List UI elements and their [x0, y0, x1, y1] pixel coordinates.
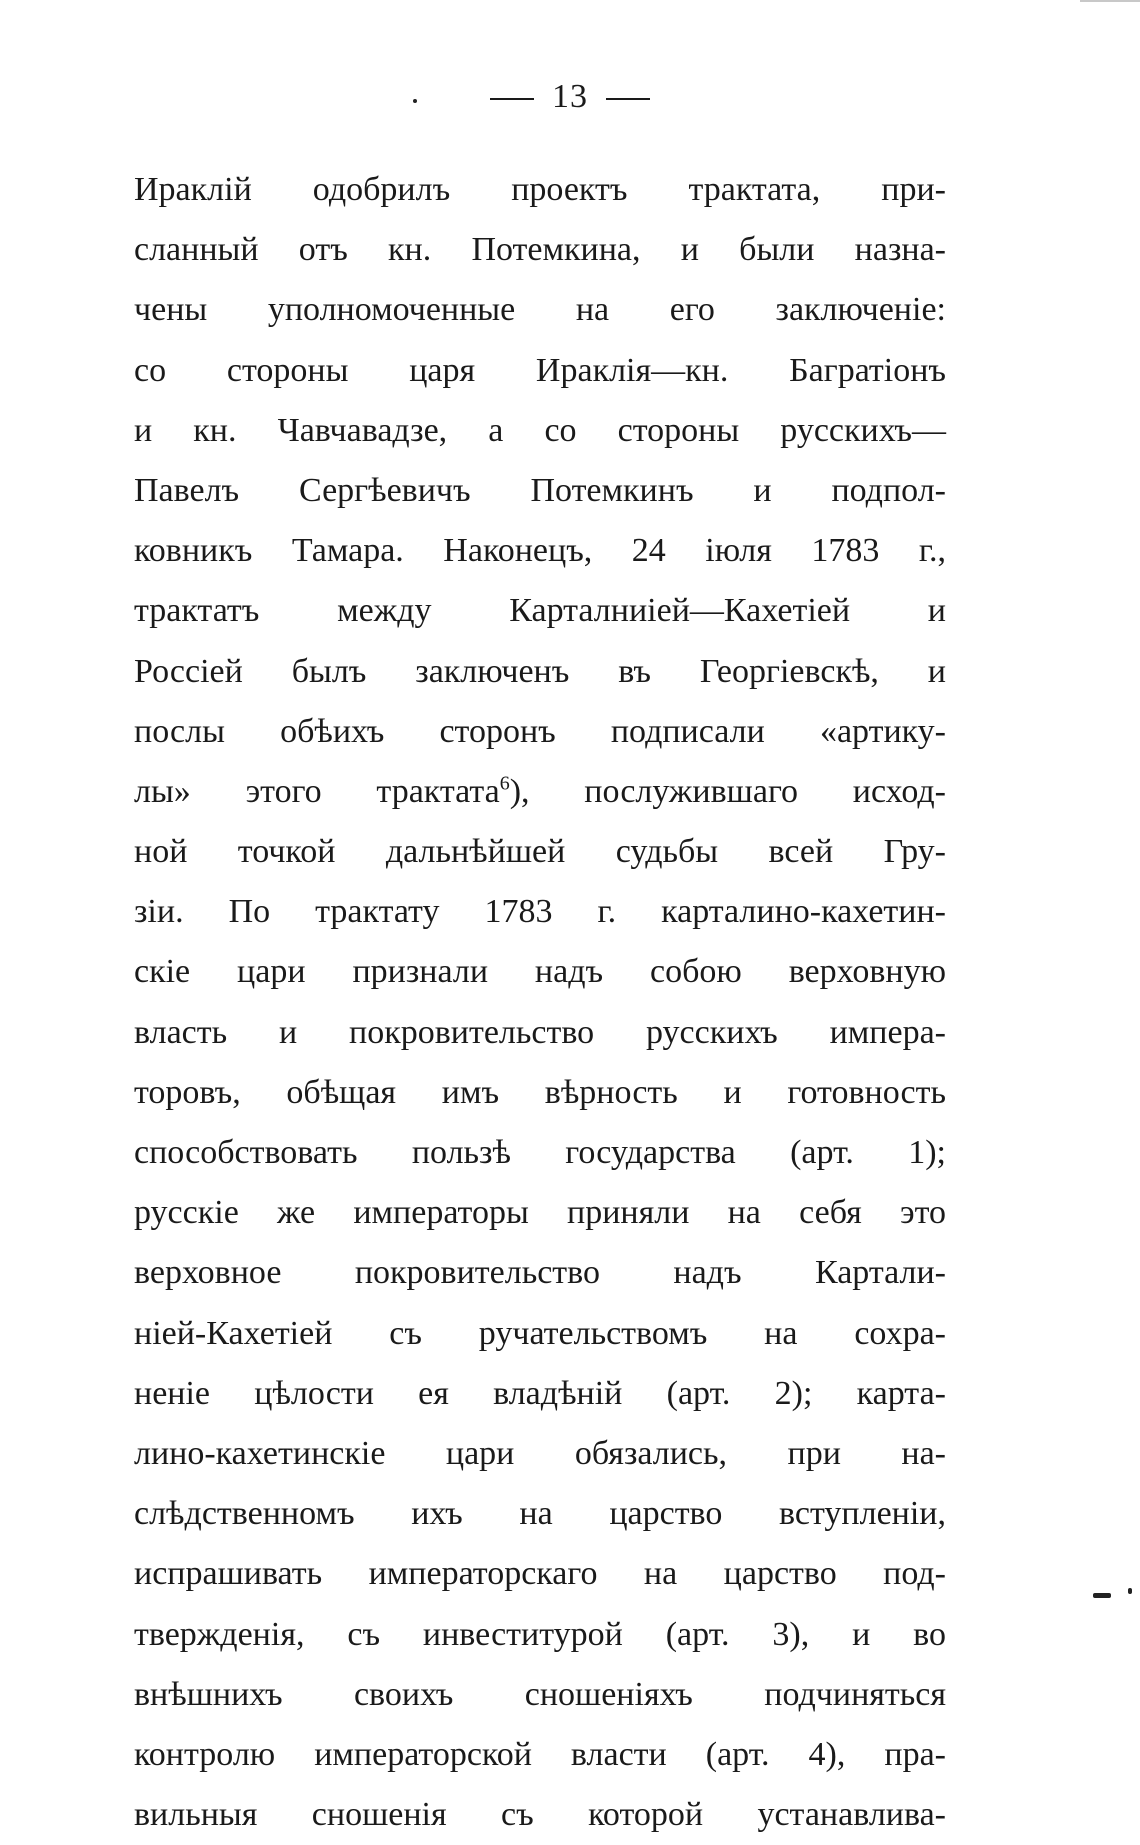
scan-speck — [413, 99, 417, 103]
text-line: испрашивать императорскаго на царство под- — [134, 1555, 946, 1593]
scan-edge-line — [1080, 0, 1140, 2]
body-text — [134, 160, 946, 1845]
text-line: ніей-Кахетіей съ ручательствомъ на сохра- — [134, 1314, 946, 1352]
footnote-marker: 6 — [499, 772, 510, 795]
text-line: послы обѣихъ сторонъ подписали «артику- — [134, 712, 946, 750]
text-line: власть и покровительство русскихъ импера- — [134, 1013, 946, 1051]
text-line: сланный отъ кн. Потемкина, и были назна- — [134, 231, 946, 269]
text-line: со стороны царя Ираклія—кн. Багратіонъ — [134, 351, 946, 389]
text-line: верховное покровительство надъ Картали- — [134, 1254, 946, 1292]
text-line: неніе цѣлости ея владѣній (арт. 2); карта- — [134, 1374, 946, 1412]
text-line-with-footnote — [134, 762, 946, 822]
text-line: ковникъ Тамара. Наконецъ, 24 іюля 1783 г., — [134, 532, 946, 570]
text-line: Ираклій одобрилъ проектъ трактата, при- — [134, 171, 946, 208]
scan-speck — [1093, 1593, 1111, 1598]
page-number — [0, 78, 1140, 116]
text-line: русскіе же императоры приняли на себя это — [134, 1194, 946, 1232]
text-line: вильныя сношенія съ которой устанавлива- — [134, 1796, 946, 1834]
text-line: Павелъ Сергѣевичъ Потемкинъ и подпол- — [134, 471, 946, 509]
page-number-dash-left — [490, 98, 534, 100]
page-number-value: 13 — [552, 78, 588, 115]
text-line: чены уполномоченные на его заключеніе: — [134, 291, 946, 329]
text-line: способствовать пользѣ государства (арт. 1); — [134, 1134, 946, 1171]
text-line: контролю императорской власти (арт. 4), пра- — [134, 1735, 946, 1773]
text-line: ной точкой дальнѣйшей судьбы всей Гру- — [134, 833, 946, 871]
text-line: зіи. По трактату 1783 г. карталино-кахетин- — [134, 893, 946, 931]
text-line: Россіей былъ заключенъ въ Георгіевскѣ, и — [134, 652, 946, 690]
text-line: скіе цари признали надъ собою верховную — [134, 953, 946, 991]
text-line: твержденія, съ инвеститурой (арт. 3), и во — [134, 1615, 946, 1653]
text-line: трактатъ между Карталниіей—Кахетіей и — [134, 592, 946, 630]
text-line-tail: ), послужившаго исход- — [509, 772, 946, 810]
scan-speck — [1128, 1588, 1132, 1594]
text-line-head: лы» этого трактата — [134, 772, 500, 810]
text-line: и кн. Чавчавадзе, а со стороны русскихъ— — [134, 411, 946, 449]
text-line: торовъ, обѣщая имъ вѣрность и готовность — [134, 1073, 946, 1111]
text-line: лино-кахетинскіе цари обязались, при на- — [134, 1434, 946, 1472]
text-line: слѣдственномъ ихъ на царство вступленіи, — [134, 1495, 946, 1533]
text-line: внѣшнихъ своихъ сношеніяхъ подчиняться — [134, 1675, 946, 1713]
page-number-dash-right — [606, 98, 650, 100]
